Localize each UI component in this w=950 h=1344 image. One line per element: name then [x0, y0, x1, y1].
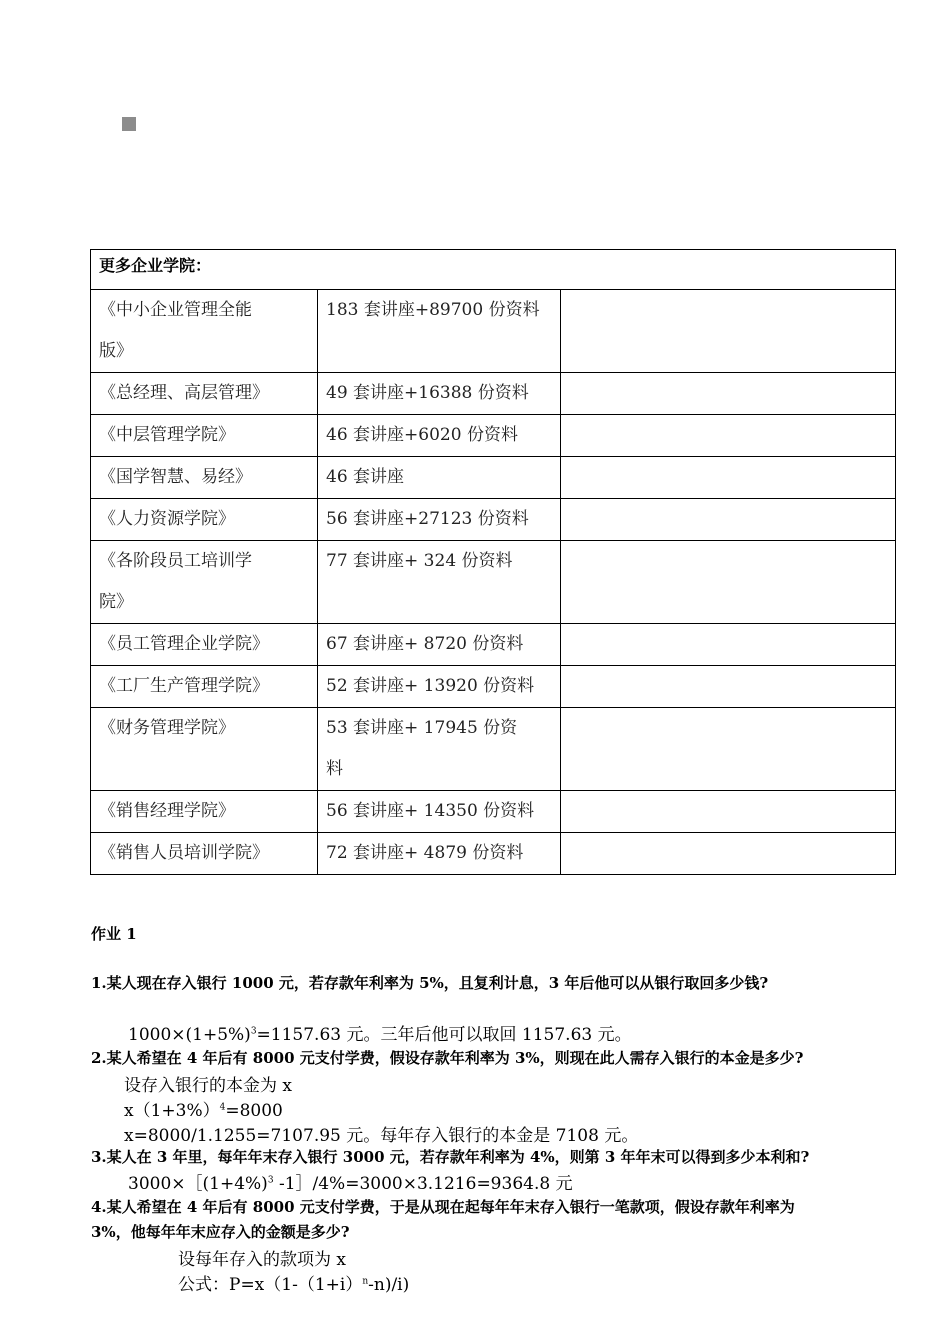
table-row [91, 833, 896, 875]
table-header-row [91, 250, 896, 290]
empty-cell [561, 833, 896, 875]
academy-table [90, 249, 896, 875]
academy-content: 46 套讲座+6020 份资料 [318, 415, 561, 457]
academy-name-line: 版》 [99, 341, 133, 361]
academy-name [91, 541, 318, 624]
table-row [91, 290, 896, 373]
academy-name: 《员工管理企业学院》 [91, 624, 318, 666]
academy-content: 52 套讲座+ 13920 份资料 [318, 666, 561, 708]
homework-title: 作业 1 [91, 925, 137, 943]
academy-content: 56 套讲座+27123 份资料 [318, 499, 561, 541]
academy-content: 46 套讲座 [318, 457, 561, 499]
academy-name: 《工厂生产管理学院》 [91, 666, 318, 708]
academy-name: 《销售经理学院》 [91, 791, 318, 833]
answer-text: -1］/4%=3000×3.1216=9364.8 元 [273, 1174, 573, 1194]
table-row [91, 708, 896, 791]
academy-name [91, 290, 318, 373]
empty-cell [561, 499, 896, 541]
academy-name-line: 《中小企业管理全能 [99, 300, 252, 320]
answer-text: 3000×［(1+4%) [128, 1174, 268, 1194]
answer-1 [128, 1020, 632, 1045]
empty-cell [561, 290, 896, 373]
table-row [91, 624, 896, 666]
answer-text: -n)/i) [368, 1275, 410, 1295]
answer-4-line-2 [178, 1270, 409, 1295]
answer-text: =8000 [225, 1101, 283, 1121]
question-2: 2.某人希望在 4 年后有 8000 元支付学费，假设存款年利率为 3%，则现在此人需存入银行的本金是多少? [91, 1049, 804, 1067]
table-row [91, 415, 896, 457]
academy-content: 49 套讲座+16388 份资料 [318, 373, 561, 415]
table-row [91, 791, 896, 833]
academy-name-line: 院》 [99, 592, 133, 612]
table-row [91, 373, 896, 415]
academy-name-line: 《各阶段员工培训学 [99, 551, 252, 571]
answer-text: x（1+3%） [124, 1101, 220, 1121]
question-4-line-1: 4.某人希望在 4 年后有 8000 元支付学费，于是从现在起每年年末存入银行一笔款项，假设存款年利率为 [91, 1198, 795, 1216]
academy-content-line: 53 套讲座+ 17945 份资 [326, 718, 518, 738]
answer-2-line-1: 设存入银行的本金为 x [124, 1076, 292, 1096]
table-row [91, 457, 896, 499]
answer-4-line-1: 设每年存入的款项为 x [178, 1250, 346, 1270]
table-header: 更多企业学院： [91, 250, 896, 290]
superscript: n [362, 1276, 369, 1287]
empty-cell [561, 791, 896, 833]
superscript: 4 [219, 1102, 226, 1113]
academy-content [318, 708, 561, 791]
academy-name: 《中层管理学院》 [91, 415, 318, 457]
academy-content: 183 套讲座+89700 份资料 [318, 290, 561, 373]
superscript: 3 [267, 1175, 274, 1186]
table-row [91, 499, 896, 541]
empty-cell [561, 708, 896, 791]
academy-content: 77 套讲座+ 324 份资料 [318, 541, 561, 624]
answer-text: 1000×(1+5%) [128, 1025, 251, 1045]
empty-cell [561, 541, 896, 624]
academy-content-line: 料 [326, 759, 343, 779]
superscript: 3 [250, 1026, 257, 1037]
academy-content: 67 套讲座+ 8720 份资料 [318, 624, 561, 666]
empty-cell [561, 457, 896, 499]
answer-3 [128, 1169, 573, 1194]
question-3: 3.某人在 3 年里，每年年末存入银行 3000 元，若存款年利率为 4%，则第 3 年年末可以得到多少本利和? [91, 1148, 810, 1166]
academy-name: 《销售人员培训学院》 [91, 833, 318, 875]
question-4-line-2: 3%，他每年年末应存入的金额是多少? [91, 1223, 350, 1241]
answer-2-line-3: x=8000/1.1255=7107.95 元。每年存入银行的本金是 7108 元。 [124, 1126, 639, 1146]
academy-name: 《国学智慧、易经》 [91, 457, 318, 499]
question-1: 1.某人现在存入银行 1000 元，若存款年利率为 5%，且复利计息，3 年后他可以从银行取回多少钱? [91, 974, 769, 992]
answer-2-line-2 [124, 1096, 283, 1121]
answer-text: =1157.63 元。三年后他可以取回 1157.63 元。 [256, 1025, 632, 1045]
empty-cell [561, 415, 896, 457]
academy-name: 《财务管理学院》 [91, 708, 318, 791]
academy-name: 《总经理、高层管理》 [91, 373, 318, 415]
academy-content: 72 套讲座+ 4879 份资料 [318, 833, 561, 875]
empty-cell [561, 373, 896, 415]
table-row [91, 541, 896, 624]
table-row [91, 666, 896, 708]
empty-cell [561, 624, 896, 666]
answer-text: 公式：P=x（1-（1+i） [178, 1275, 363, 1295]
academy-content: 56 套讲座+ 14350 份资料 [318, 791, 561, 833]
bullet-square-icon [122, 117, 136, 131]
academy-name: 《人力资源学院》 [91, 499, 318, 541]
empty-cell [561, 666, 896, 708]
